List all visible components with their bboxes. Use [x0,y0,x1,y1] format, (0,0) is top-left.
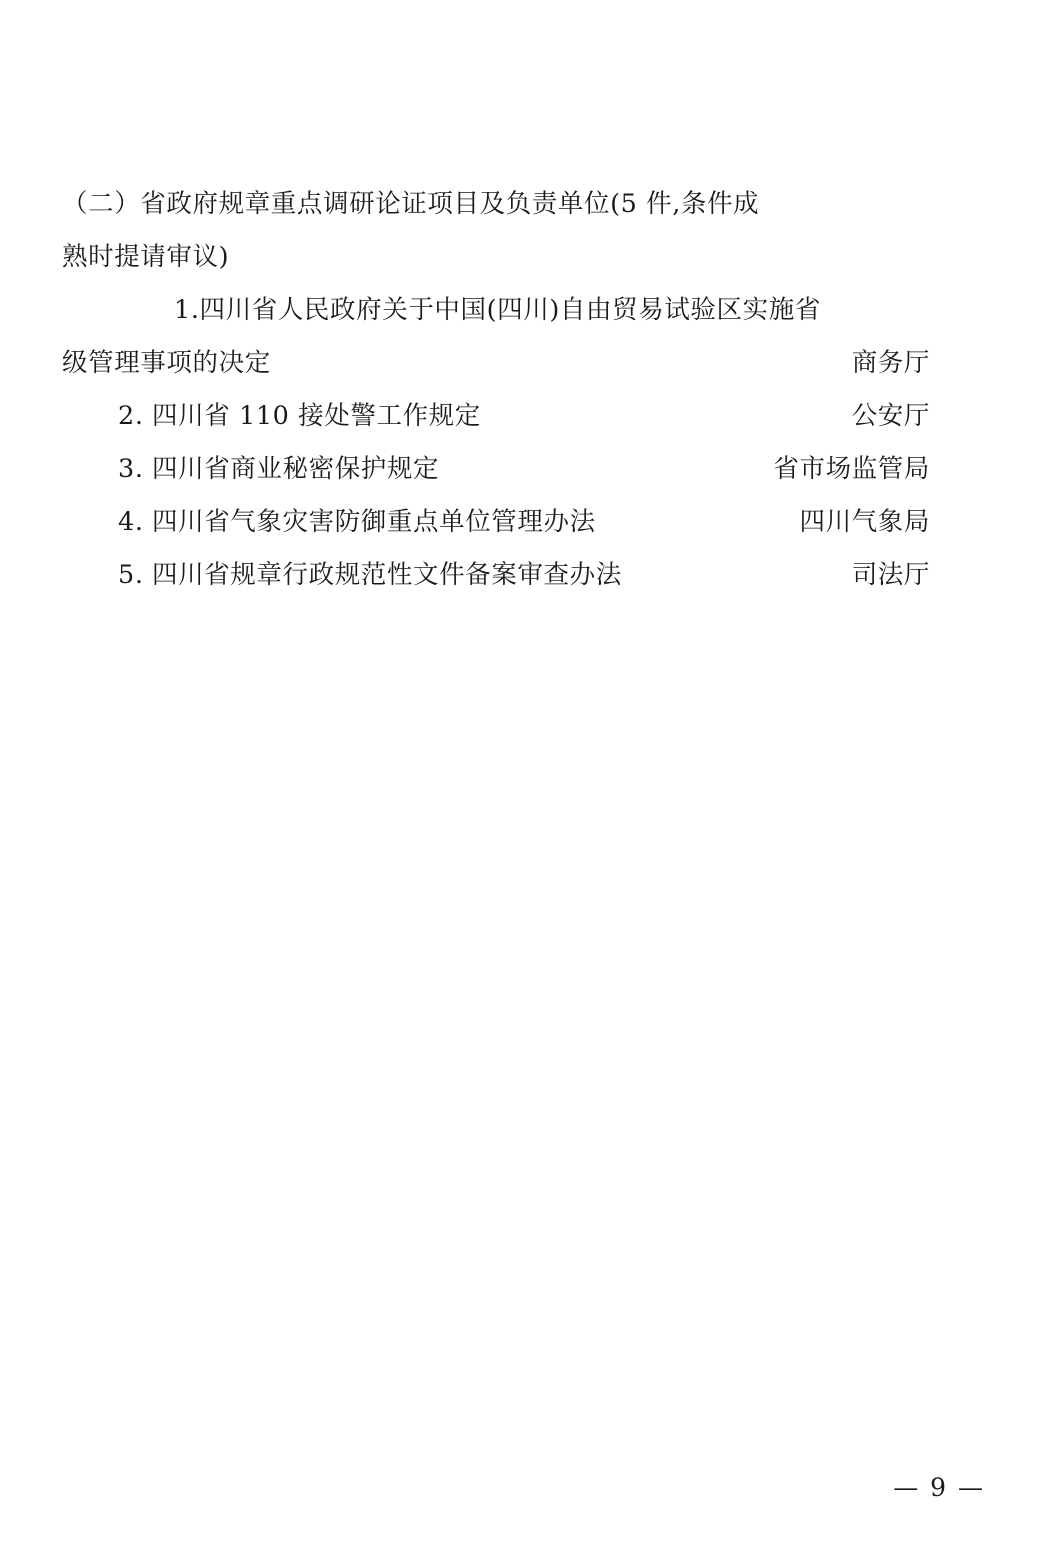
section-heading-line-2: 熟时提请审议) [62,242,230,272]
page-number: — 9 — [893,1473,985,1502]
list-item-title [62,549,622,602]
list-item-title-part: 级管理事项的决定 [62,348,271,378]
list-item [62,549,930,602]
list-item-title-line-2 [62,337,930,390]
list-item-number: 5. [118,560,144,590]
list-item [62,284,930,390]
list-item-title-line-1 [62,284,930,337]
list-item-number: 2. [118,401,144,431]
list-item-org: 商务厅 [851,348,930,378]
list-item-org: 公安厅 [851,401,930,431]
section-heading-line-1: （二）省政府规章重点调研论证项目及负责单位(5 件,条件成 [62,189,760,219]
list-item-title-part: 四川省人民政府关于中国(四川)自由贸易试验区实施省 [199,295,821,325]
list-item-title [62,443,439,496]
list-item-org: 省市场监管局 [773,454,930,484]
list-item-org: 四川气象局 [799,507,930,537]
list-item [62,496,930,549]
list-item-title [62,390,481,443]
list-item-number: 4. [118,507,144,537]
list-item-org: 司法厅 [851,560,930,590]
list-item [62,443,930,496]
list-item-title [62,496,596,549]
list-item-number: 1. [174,295,200,325]
list-item-title-text: 四川省气象灾害防御重点单位管理办法 [152,507,596,537]
list-item-title-text: 四川省 110 接处警工作规定 [152,401,481,431]
list-item-title-text: 四川省规章行政规范性文件备案审查办法 [152,560,622,590]
list-item-number: 3. [118,454,144,484]
section-heading [62,178,930,284]
list-item-title-text: 四川省商业秘密保护规定 [152,454,440,484]
list-item [62,390,930,443]
page-content [62,178,930,602]
project-list [62,284,930,602]
